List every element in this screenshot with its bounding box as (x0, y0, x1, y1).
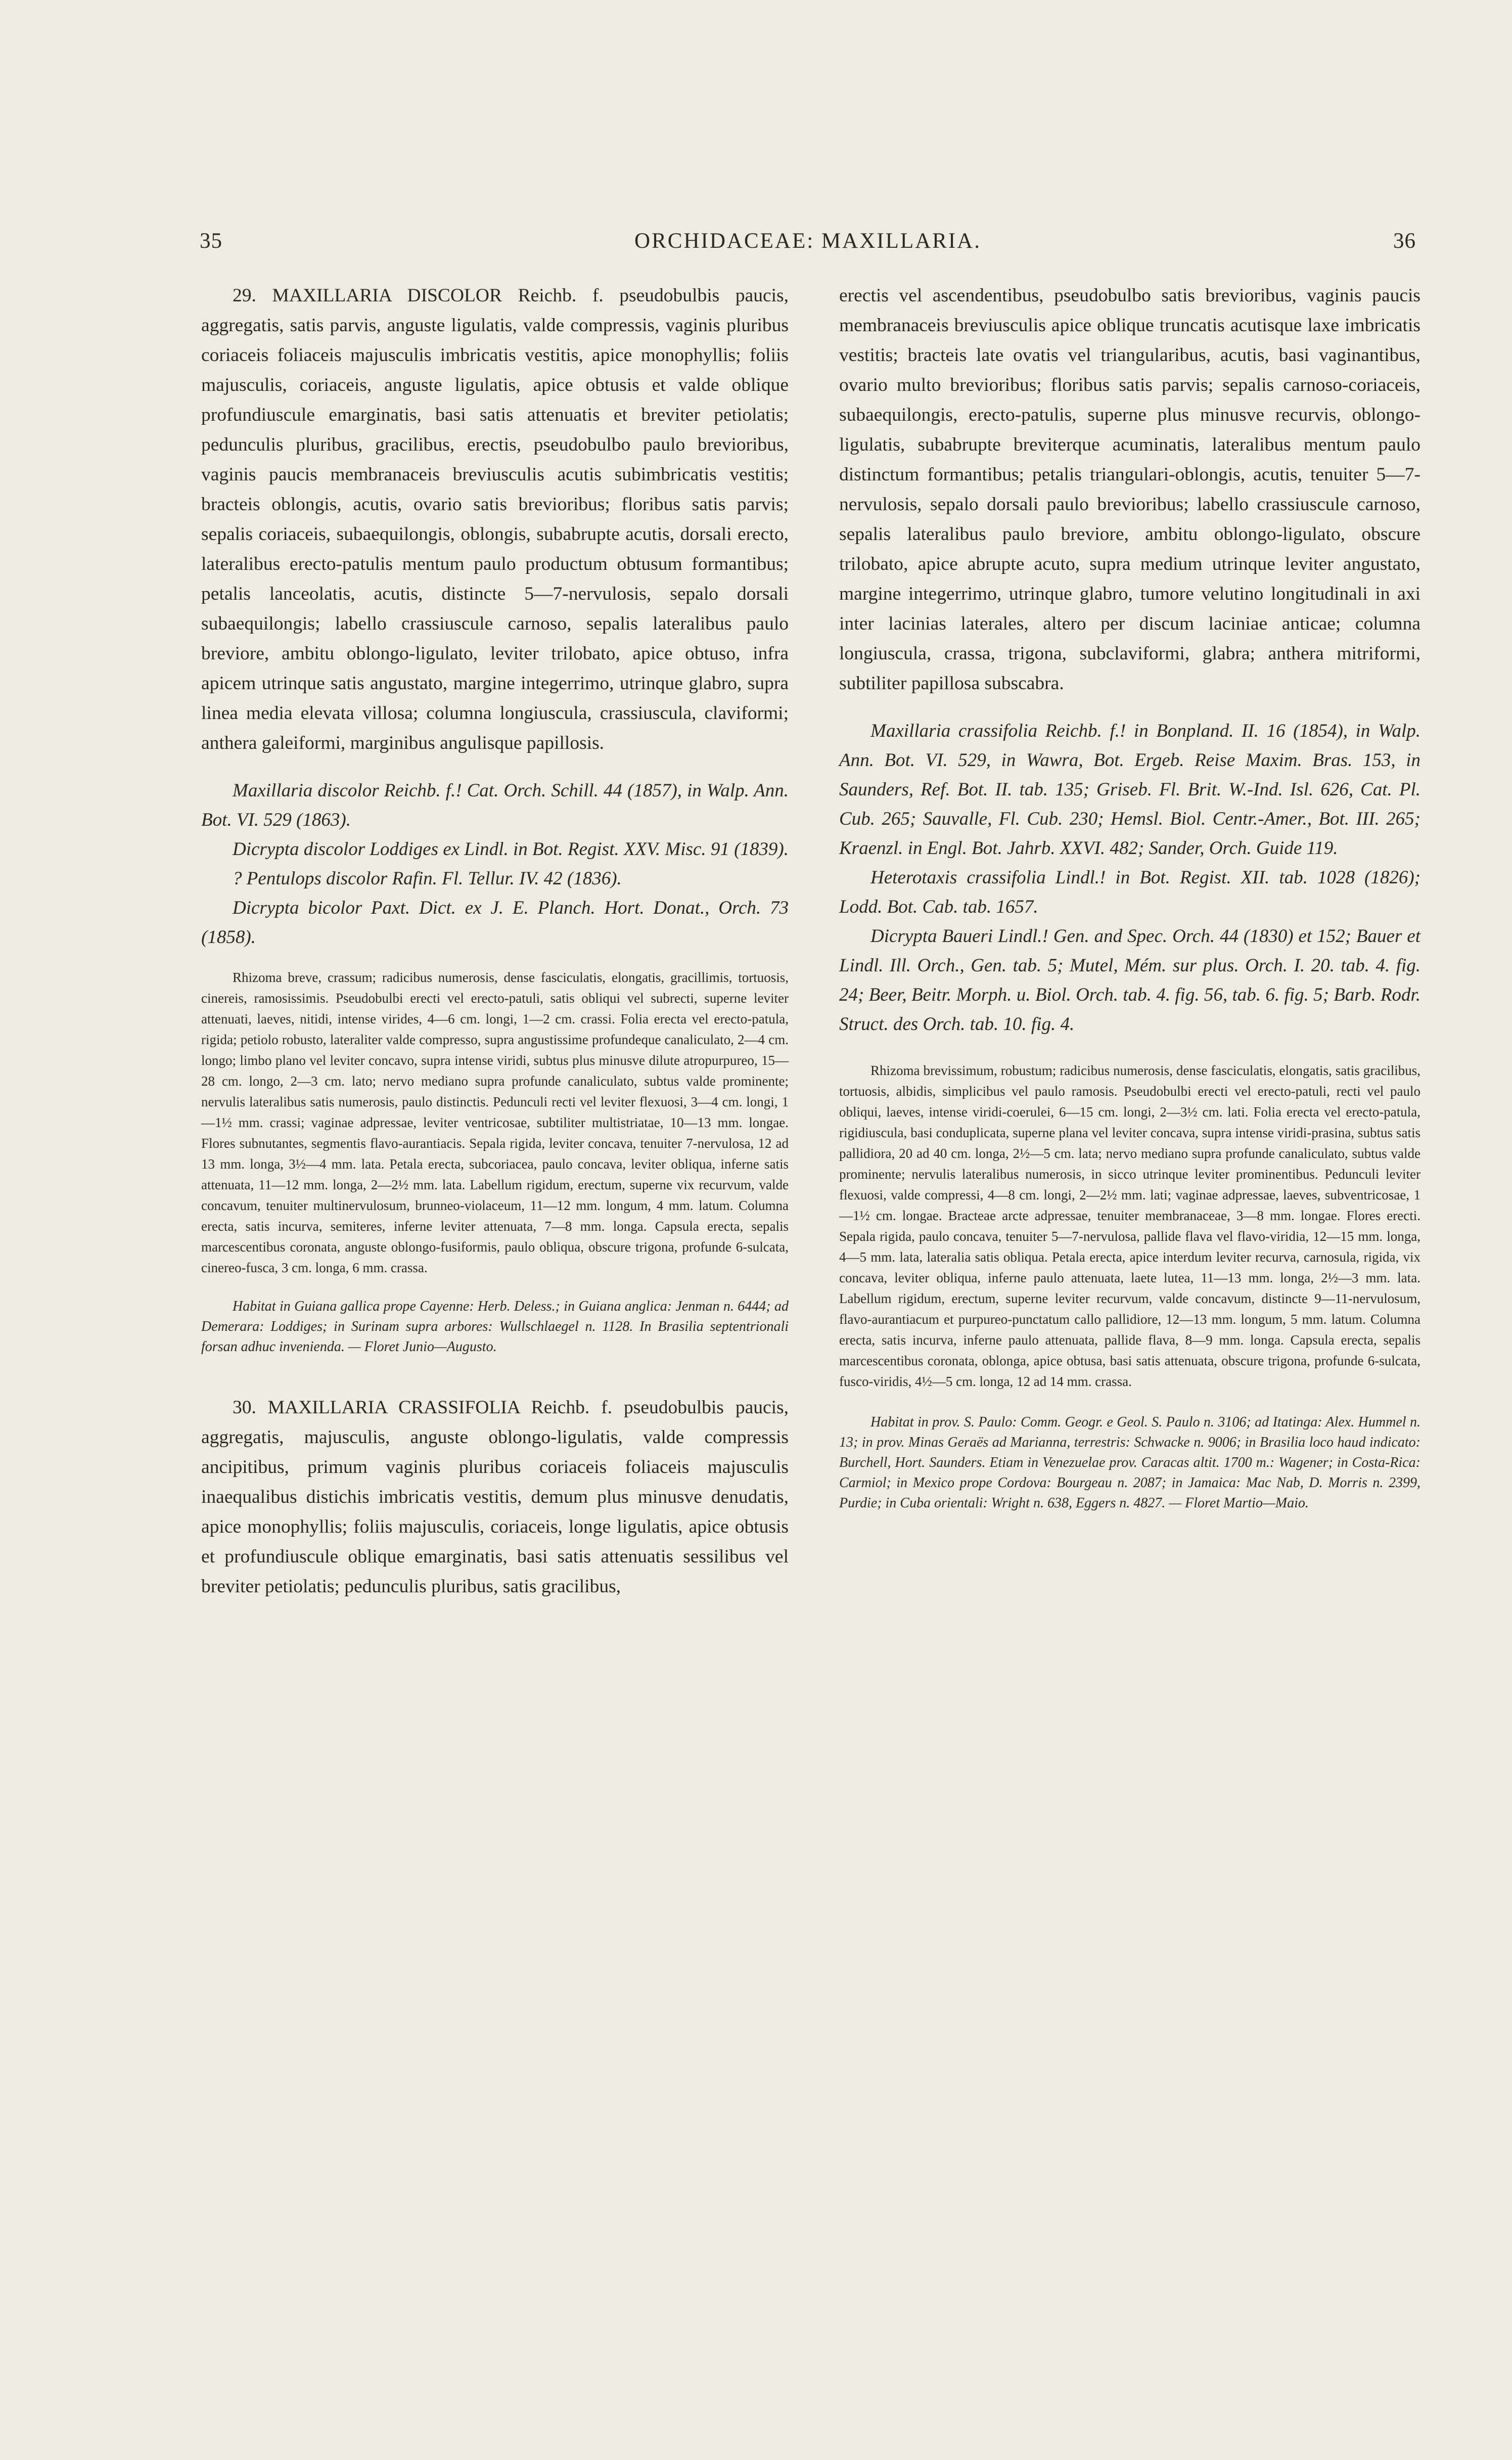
species-29-reference-4: Dicrypta bicolor Paxt. Dict. ex J. E. Planch. Hort. Donat., Orch. 73 (1858). (201, 898, 789, 948)
right-column (839, 281, 1421, 1513)
page-number-right: 36 (1393, 229, 1416, 253)
species-29-reference-2: Dicrypta discolor Loddiges ex Lindl. in Bot. Regist. XXV. Misc. 91 (1839). (233, 839, 789, 860)
species-29-description: 29. MAXILLARIA DISCOLOR Reichb. f. pseudobulbis paucis, aggregatis, satis parvis, anguste ligulatis, valde compressis, vaginis pluribus coriaceis foliaceis majusculis imbricatis vestitis, apice monophyllis; foliis majusculis, coriaceis, anguste ligulatis, apice obtusis et valde oblique profundiuscule emarginatis, basi satis attenuatis et breviter petiolatis; pedunculis pluribus, gracilibus, erectis, pseudobulbo paulo brevioribus, vaginis paucis membranaceis breviusculis acutis subimbricatis vestitis; bracteis oblongis, acutis, ovario satis brevioribus; floribus satis parvis; sepalis coriaceis, subaequilongis, oblongis, subabrupte acutis, dorsali erecto, lateralibus erecto-patulis mentum paulo productum obtusum formantibus; petalis lanceolatis, acutis, distincte 5—7-nervulosis, sepalo dorsali subaequilongis; labello crassiuscule carnoso, sepalis lateralibus paulo breviore, ambitu oblongo-ligulato, leviter trilobato, apice obtuso, infra apicem utrinque satis angustato, margine integerrimo, utrinque glabro, supra linea media elevata villosa; columna longiuscula, crassiuscula, claviformi; anthera galeiformi, marginibus angulisque papillosis. (201, 285, 789, 753)
species-30-description: 30. MAXILLARIA CRASSIFOLIA Reichb. f. pseudobulbis paucis, aggregatis, majusculis, anguste oblongo-ligulatis, valde compressis ancipitibus, primum vaginis pluribus coriaceis foliaceis majusculis inaequalibus distichis imbricatis vestitis, demum plus minusve denudatis, apice monophyllis; foliis majusculis, coriaceis, longe ligulatis, apice obtusis et profundiuscule oblique emarginatis, basi satis attenuatis sessilibus vel breviter petiolatis; pedunculis pluribus, satis gracilibus, (201, 1397, 789, 1597)
left-column (201, 281, 789, 1601)
species-30-reference-2: Heterotaxis crassifolia Lindl.! in Bot. Regist. XII. tab. 1028 (1826); Lodd. Bot. Cab. tab. 1657. (839, 867, 1421, 917)
running-title: ORCHIDACEAE: MAXILLARIA. (634, 229, 981, 253)
species-30-reference-3: Dicrypta Baueri Lindl.! Gen. and Spec. Orch. 44 (1830) et 152; Bauer et Lindl. Ill. Orch., Gen. tab. 5; Mutel, Mém. sur plus. Orch. I. 20. tab. 4. fig. 24; Beer, Beitr. Morph. u. Biol. Orch. tab. 4. fig. 56, tab. 6. fig. 5; Barb. Rodr. Struct. des Orch. tab. 10. fig. 4. (839, 926, 1421, 1035)
running-header (200, 229, 1416, 264)
species-30-reference-1: Maxillaria crassifolia Reichb. f.! in Bonpland. II. 16 (1854), in Walp. Ann. Bot. VI. 529, in Wawra, Bot. Ergeb. Reise Maxim. Bras. 153, in Saunders, Ref. Bot. II. tab. 135; Griseb. Fl. Brit. W.-Ind. Isl. 626, Cat. Pl. Cub. 265; Sauvalle, Fl. Cub. 230; Hemsl. Biol. Centr.-Amer., Bot. III. 265; Kraenzl. in Engl. Bot. Jahrb. XXVI. 482; Sander, Orch. Guide 119. (839, 721, 1421, 859)
species-30-details: Rhizoma brevissimum, robustum; radicibus numerosis, dense fasciculatis, elongatis, satis gracilibus, tortuosis, albidis, simplicibus vel paulo ramosis. Pseudobulbi erecti vel erecto-patuli, recti vel paulo obliqui, laeves, intense viridi-coerulei, 6—15 cm. longi, 2—3½ cm. lati. Folia erecta vel erecto-patula, rigidiuscula, basi conduplicata, superne plana vel leviter concava, supra intense viridi-prasina, subtus satis pallidiora, 20 ad 40 cm. longa, 2½—5 cm. lata; nervo mediano supra profunde canaliculato, subtus valde prominente; nervulis lateralibus numerosis, in sicco utrinque leviter prominentibus. Pedunculi leviter flexuosi, valde compressi, 4—8 cm. longi, 2—2½ mm. lati; vaginae adpressae, laeves, subventricosae, 1—1½ cm. longae. Bracteae arcte adpressae, tenuiter membranaceae, 3—8 mm. longae. Flores erecti. Sepala rigida, paulo concava, tenuiter 5—7-nervulosa, pallide flava vel flavo-viridia, 12—15 mm. longa, 4—5 mm. lata, lateralia satis obliqua. Petala erecta, apice interdum leviter recurva, carnosula, rigida, vix concava, leviter obliqua, inferne paulo attenuata, laete lutea, 11—13 mm. longa, 2½—3 mm. lata. Labellum rigidum, erectum, superne leviter recurvum, valde concavum, distincte 9—11-nervulosum, flavo-aurantiacum et purpureo-punctatum callo pallidiore, 12—13 mm. longum, 5 mm. latum. Columna erecta, satis incurva, inferne paulo attenuata, pallide flava, 8—9 mm. longa. Capsula erecta, sepalis marcescentibus coronata, oblonga, apice obtusa, basi satis attenuata, obscure trigona, profunde 6-sulcata, fusco-viridis, 4½—5 cm. longa, 12 ad 14 mm. crassa. (839, 1063, 1421, 1389)
page-number-left: 35 (200, 229, 222, 253)
species-29-habitat: Habitat in Guiana gallica prope Cayenne: Herb. Deless.; in Guiana anglica: Jenman n. 6444; ad Demerara: Loddiges; in Surinam supra arbores: Wullschlaegel n. 1128. In Brasilia septentrionali forsan adhuc invenienda. — Floret Junio—Augusto. (201, 1299, 789, 1355)
species-30-description-continued: erectis vel ascendentibus, pseudobulbo satis brevioribus, vaginis paucis membranaceis breviusculis apice oblique truncatis acutisque laxe imbricatis vestitis; bracteis late ovatis vel triangularibus, acutis, basi vaginantibus, ovario multo brevioribus; floribus satis parvis; sepalis carnoso-coriaceis, subaequilongis, erecto-patulis, superne plus minusve recurvis, oblongo-ligulatis, subabrupte breviterque acuminatis, lateralibus mentum paulo distinctum formantibus; petalis triangulari-oblongis, acutis, tenuiter 5—7-nervulosis, sepalo dorsali paulo brevioribus; labello crassiuscule carnoso, sepalis lateralibus paulo breviore, ambitu oblongo-ligulato, obscure trilobato, apice abrupte acuto, supra medium utrinque leviter angustato, margine integerrimo, utrinque glabro, tumore velutino longitudinali in axi inter lacinias laterales, altero per discum laciniae anticae; columna longiuscula, crassa, trigona, subclaviformi, glabra; anthera mitriformi, subtiliter papillosa subscabra. (839, 285, 1421, 694)
species-30-habitat: Habitat in prov. S. Paulo: Comm. Geogr. e Geol. S. Paulo n. 3106; ad Itatinga: Alex. Hummel n. 13; in prov. Minas Geraës ad Marianna, terrestris: Schwacke n. 9006; in Brasilia loco haud indicato: Burchell, Hort. Saunders. Etiam in Venezuelae prov. Caracas altit. 1700 m.: Wagener; in Costa-Rica: Carmiol; in Mexico prope Cordova: Bourgeau n. 2087; in Jamaica: Mac Nab, D. Morris n. 2399, Purdie; in Cuba orientali: Wright n. 638, Eggers n. 4827. — Floret Martio—Maio. (839, 1414, 1421, 1511)
species-29-details: Rhizoma breve, crassum; radicibus numerosis, dense fasciculatis, elongatis, gracillimis, tortuosis, cinereis, ramosissimis. Pseudobulbi erecti vel erecto-patuli, satis obliqui vel subrecti, superne leviter attenuati, laeves, nitidi, intense virides, 4—6 cm. longi, 1—2 cm. crassi. Folia erecta vel erecto-patula, rigida; petiolo robusto, lateraliter valde compresso, supra angustissime profundeque canaliculato, 2—4 cm. longo; limbo plano vel leviter concavo, supra intense viridi, subtus plus minusve dilute atropurpureo, 15—28 cm. longo, 2—3 cm. lato; nervo mediano supra profunde canaliculato, subtus valde prominente; nervulis lateralibus satis numerosis, paulo distinctis. Pedunculi recti vel leviter flexuosi, 3—4 cm. longi, 1—1½ mm. crassi; vaginae adpressae, leviter ventricosae, subtiliter multistriatae, 10—13 mm. longae. Flores subnutantes, segmentis flavo-aurantiacis. Sepala rigida, leviter concava, tenuiter 7-nervulosa, 12 ad 13 mm. longa, 3½—4 mm. lata. Petala erecta, subcoriacea, paulo concava, leviter obliqua, inferne satis attenuata, 11—12 mm. longa, 2—2½ mm. lata. Labellum rigidum, erectum, superne vix recurvum, valde concavum, tenuiter multinervulosum, brunneo-violaceum, 11—12 mm. longum, 4 mm. latum. Columna erecta, satis incurva, semiteres, inferne leviter attenuata, 7—8 mm. longa. Capsula erecta, sepalis marcescentibus coronata, anguste oblongo-fusiformis, paulo obliqua, obscure trigona, profunde 6-sulcata, cinereo-fusca, 3 cm. longa, 6 mm. crassa. (201, 970, 789, 1275)
species-29-reference-3: ? Pentulops discolor Rafin. Fl. Tellur. IV. 42 (1836). (233, 868, 622, 889)
species-29-reference-1: Maxillaria discolor Reichb. f.! Cat. Orch. Schill. 44 (1857), in Walp. Ann. Bot. VI. 529 (1863). (201, 780, 789, 830)
